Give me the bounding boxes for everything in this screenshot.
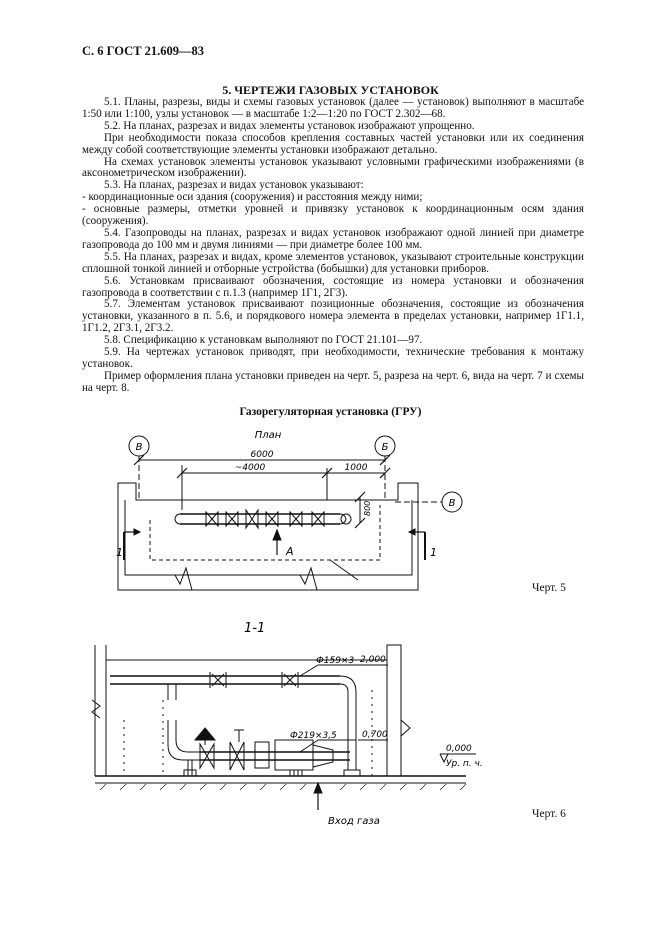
paragraph: 5.9. На чертежах установок приводят, при необходимости, технические требования к монтажу установок. xyxy=(82,346,584,370)
page-header: С. 6 ГОСТ 21.609—83 xyxy=(82,44,205,58)
section-label: 1-1 xyxy=(244,621,266,636)
dimension-right: 1000 xyxy=(344,463,368,473)
paragraph: 5.6. Установкам присваивают обозначения, состоящие из номера установки и обозначения газопровода в соответствии с п.1.3 (например 1Г1, 2Г3). xyxy=(82,274,584,299)
figure-title: Газорегуляторная установка (ГРУ) xyxy=(239,406,422,418)
paragraph: 5.8. Спецификацию к установкам выполняют по ГОСТ 21.101—97. xyxy=(104,334,423,347)
axis-label-left: В xyxy=(135,442,143,453)
paragraph: 5.1. Планы, разрезы, виды и схемы газовых установок (далее — установок) выполняют в масштабе 1:50 или 1:100, узлы установок — в масштабе 1:2—1:20 по ГОСТ 2.302—68. xyxy=(82,96,584,120)
body-text xyxy=(82,97,584,395)
section-title: 5. ЧЕРТЕЖИ ГАЗОВЫХ УСТАНОВОК xyxy=(222,83,439,97)
paragraph: 5.2. На планах, разрезах и видах элементы установок изображают упрощенно. xyxy=(104,119,475,132)
technical-drawing xyxy=(0,420,661,850)
gas-entry-label: Вход газа xyxy=(328,816,380,827)
section-mark-left: 1 xyxy=(116,546,123,559)
figure-caption-6: Черт. 6 xyxy=(532,808,566,820)
dimension-inner: ~4000 xyxy=(234,463,266,473)
paragraph: При необходимости показа способов крепления составных частей установки или их соединения между собой соответствующие элементы установки изображают детально. xyxy=(82,131,584,156)
dimension-total: 6000 xyxy=(250,450,274,460)
view-arrow-label: А xyxy=(286,545,294,558)
paragraph: Пример оформления плана установки приведен на черт. 5, разреза на черт. 6, вида на черт. 7 и схемы на черт. 8. xyxy=(82,369,584,394)
level-floor: 0,000 xyxy=(446,744,472,754)
figure-caption-5: Черт. 5 xyxy=(532,582,566,594)
paragraph: 5.7. Элементам установок присваивают позиционные обозначения, состоящие из обозначения установки, указанного в п. 5.6, и порядкового номера элемента в пределах установки, например 1Г1.1, 1Г1.2, 2Г3.1, 2Г3.2. xyxy=(82,298,584,335)
paragraph: На схемах установок элементы установок указывают условными графическими изображениями (в аксонометрическом изображении). xyxy=(82,155,584,180)
plan-label: План xyxy=(254,430,282,441)
dimension-vertical: 800 xyxy=(363,500,372,516)
pipe-low-label: Ф219×3,5 xyxy=(290,731,337,741)
list-item: - основные размеры, отметки уровней и привязку установок к координационным осям здания (сооружения). xyxy=(82,203,584,228)
level-mid: 0,700 xyxy=(362,730,388,740)
section-mark-right: 1 xyxy=(430,546,437,559)
paragraph: 5.5. На планах, разрезах и видах, кроме элементов установок, указывают строительные конструкции сплошной тонкой линией и отборные устройства (бобышки) для установки приборов. xyxy=(82,250,584,275)
axis-label-side: В xyxy=(448,498,456,509)
level-top: 2,000 xyxy=(360,655,386,665)
axis-label-right: Б xyxy=(381,442,389,453)
paragraph: 5.4. Газопроводы на планах, разрезах и видах установок изображают одной линией при диаметре газопровода до 100 мм и двумя линиями — при диаметре более 100 мм. xyxy=(82,226,584,251)
list-item: - координационные оси здания (сооружения) и расстояния между ними; xyxy=(82,191,423,204)
pipe-top-label: Ф159×3 xyxy=(316,656,355,666)
paragraph: 5.3. На планах, разрезах и видах установок указывают: xyxy=(104,179,364,192)
floor-label: Ур. п. ч. xyxy=(446,759,483,769)
